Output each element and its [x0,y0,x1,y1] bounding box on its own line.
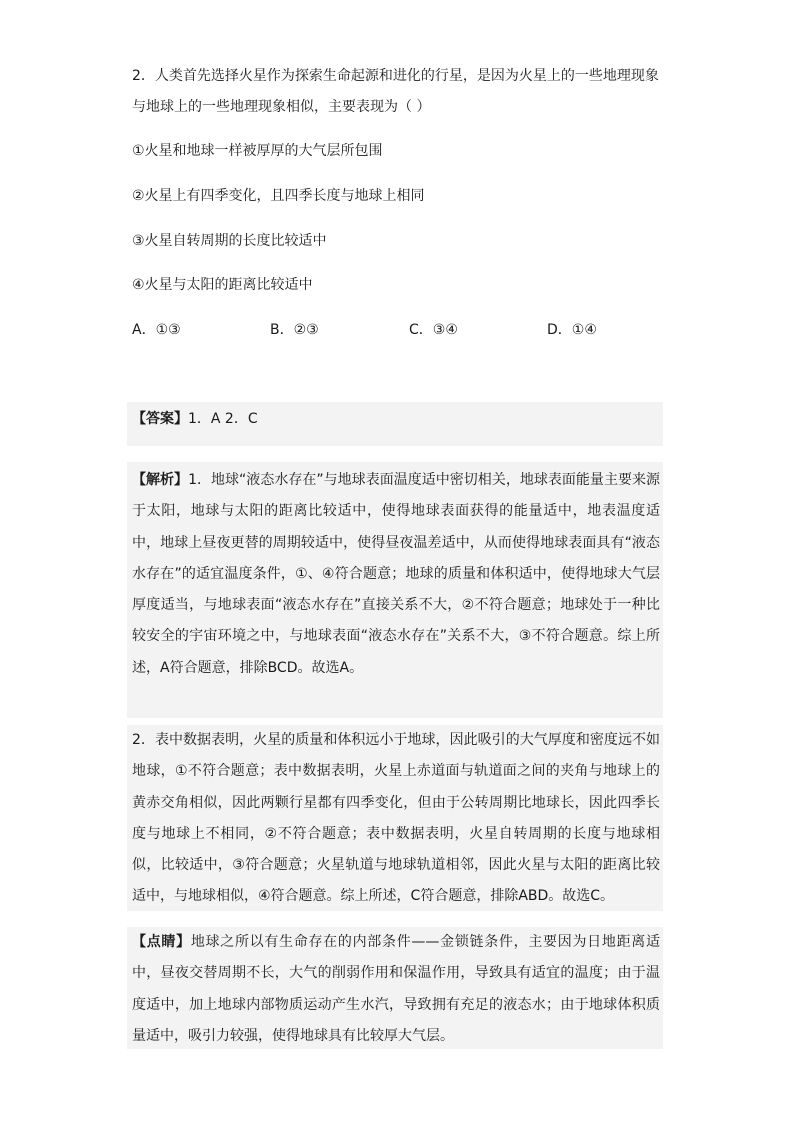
comment-text: 地球之所以有生命存在的内部条件——金锁链条件，主要因为日地距离适中，昼夜交替周期不长，大气的削弱作用和保温作用，导致具有适宜的温度；由于温度适中，加上地球内部物质运动产生水汽，导致拥有充足的液态水；由于地球体积质量适中，吸引力较强，使得地球具有比较厚大气层。 [132,934,661,1044]
analysis-part2-text: 2．表中数据表明，火星的质量和体积远小于地球，因此吸引的大气厚度和密度远不如地球，①不符合题意；表中数据表明，火星上赤道面与轨道面之间的夹角与地球上的黄赤交角相似，因此两颗行星都有四季变化，但由于公转周期比地球长，因此四季长度与地球上不相同，②不符合题意；表中数据表明，火星自转周期的长度与地球相似，比较适中，③符合题意；火星轨道与地球轨道相邻，因此火星与太阳的距离比较适中，与地球相似，④符合题意。综上所述，C符合题意，排除ABD。故选C。 [132,732,660,905]
comment [132,927,660,1052]
analysis-part1-text: 1．地球“液态水存在”与地球表面温度适中密切相关，地球表面能量主要来源于太阳，地球与太阳的距离比较适中，使得地球表面获得的能量适中，地表温度适中，地球上昼夜更替的周期较适中，使得昼夜温差适中，从而使得地球表面具有“液态水存在”的适宜温度条件，①、④符合题意；地球的质量和体积适中，使得地球大气层厚度适当，与地球表面“液态水存在”直接关系不大，②不符合题意；地球处于一种比较安全的宇宙环境之中，与地球表面“液态水存在”关系不大，③不符合题意。综上所述，A符合题意，排除BCD。故选A。 [132,472,660,676]
option-c: C．③④ [409,322,458,338]
option-a: A．①③ [132,322,181,338]
question-item-1: ①火星和地球一样被厚厚的大气层所包围 [132,143,383,159]
question-item-3: ③火星自转周期的长度比较适中 [132,233,327,249]
answer-line [132,409,258,429]
analysis-part1 [132,465,660,684]
question-stem-line-1: 2．人类首先选择火星作为探索生命起源和进化的行星，是因为火星上的一些地理现象 [132,68,659,84]
question-item-2: ②火星上有四季变化，且四季长度与地球上相同 [132,188,425,204]
question-item-4: ④火星与太阳的距离比较适中 [132,277,313,293]
answer-text: 1．A 2．C [188,411,258,427]
option-d: D．①④ [547,322,597,338]
comment-label: 【点睛】 [132,934,191,950]
answer-label: 【答案】 [132,411,188,427]
option-b: B．②③ [270,322,319,338]
analysis-label: 【解析】 [132,472,189,488]
question-stem-line-2: 与地球上的一些地理现象相似，主要表现为（ ） [132,99,431,115]
